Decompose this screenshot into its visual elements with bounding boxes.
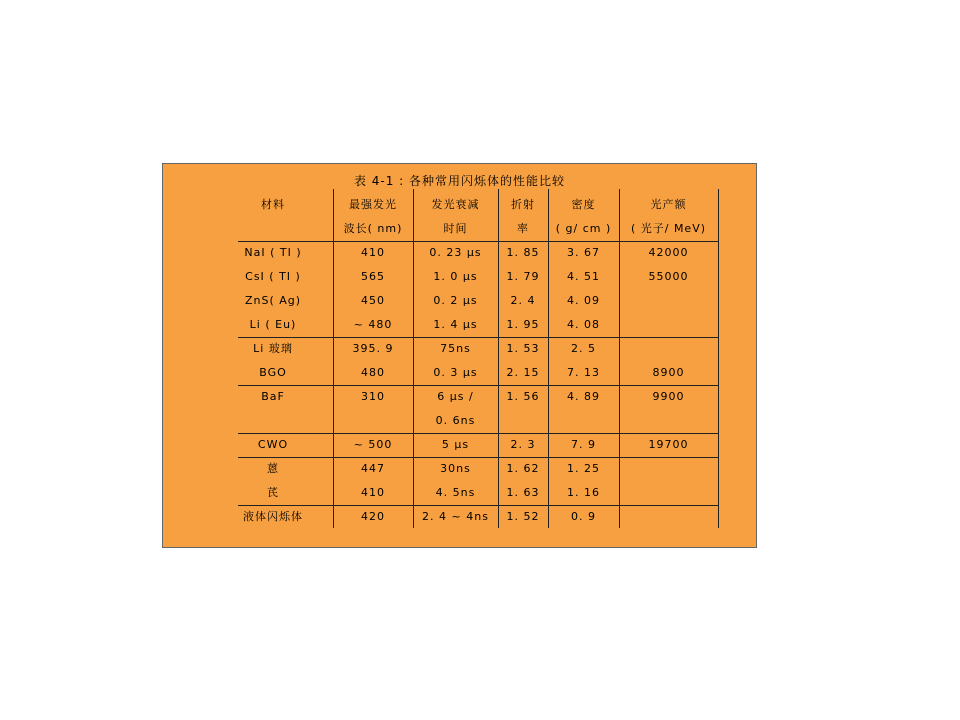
column-divider bbox=[619, 189, 620, 528]
table-cell: ~ 500 bbox=[353, 438, 393, 451]
table-cell: 4. 51 bbox=[567, 270, 600, 283]
table-cell bbox=[619, 506, 718, 528]
table-cell: 1. 4 μs bbox=[433, 318, 478, 331]
table-cell: 0. 9 bbox=[571, 510, 596, 523]
table-cell: 3. 67 bbox=[567, 246, 600, 259]
table-cell: 1. 25 bbox=[567, 462, 600, 475]
table-cell: 55000 bbox=[648, 270, 689, 283]
table-cell: 565 bbox=[361, 270, 385, 283]
table-cell: ZnS( Ag) bbox=[244, 294, 302, 307]
table-cell: 1. 63 bbox=[506, 486, 540, 499]
header-cell bbox=[213, 218, 333, 240]
table-cell: 447 bbox=[361, 462, 385, 475]
header-cell: 最强发光 bbox=[349, 198, 397, 211]
row-divider bbox=[238, 457, 718, 458]
table-cell: 420 bbox=[361, 510, 385, 523]
table-cell: 310 bbox=[361, 390, 385, 403]
table-cell: 395. 9 bbox=[352, 342, 394, 355]
table-cell bbox=[333, 410, 413, 432]
table-cell: 1. 56 bbox=[506, 390, 540, 403]
table-cell bbox=[619, 314, 718, 336]
table-title: 表 4-1 : 各种常用闪烁体的性能比较 bbox=[353, 174, 566, 188]
header-cell: ( g/ cm ) bbox=[555, 222, 612, 235]
table-cell: 75ns bbox=[440, 342, 471, 355]
table-cell: 芪 bbox=[267, 486, 279, 499]
column-divider bbox=[413, 189, 414, 528]
table-cell bbox=[619, 290, 718, 312]
table-cell bbox=[619, 338, 718, 360]
table-cell: 1. 62 bbox=[506, 462, 540, 475]
header-cell: 时间 bbox=[443, 222, 468, 235]
table-panel bbox=[162, 163, 757, 548]
table-cell: 2. 4 bbox=[510, 294, 536, 307]
row-divider bbox=[238, 433, 718, 434]
table-cell: 42000 bbox=[648, 246, 689, 259]
table-cell: 1. 53 bbox=[506, 342, 540, 355]
table-cell: 410 bbox=[361, 246, 385, 259]
header-cell: 折射 bbox=[511, 198, 535, 211]
row-divider bbox=[238, 385, 718, 386]
table-cell: 5 μs bbox=[441, 438, 470, 451]
table-cell: CWO bbox=[257, 438, 289, 451]
table-cell: 7. 9 bbox=[571, 438, 596, 451]
header-cell: 发光衰减 bbox=[431, 198, 480, 211]
table-cell: 2. 3 bbox=[510, 438, 536, 451]
table-cell bbox=[548, 410, 619, 432]
table-cell bbox=[498, 410, 548, 432]
row-divider bbox=[238, 241, 718, 242]
table-cell bbox=[619, 482, 718, 504]
table-cell: 4. 89 bbox=[567, 390, 600, 403]
table-cell: 6 μs / bbox=[437, 390, 474, 403]
table-cell: 19700 bbox=[648, 438, 689, 451]
table-cell: 30ns bbox=[440, 462, 471, 475]
table-cell: 0. 2 μs bbox=[433, 294, 478, 307]
header-cell: 密度 bbox=[571, 198, 596, 211]
table-cell bbox=[619, 458, 718, 480]
header-cell: 材料 bbox=[261, 198, 285, 211]
table-cell: 液体闪烁体 bbox=[243, 510, 303, 523]
column-divider bbox=[548, 189, 549, 528]
header-cell: 光产额 bbox=[650, 198, 687, 211]
table-cell: 450 bbox=[361, 294, 385, 307]
table-cell: 2. 15 bbox=[506, 366, 540, 379]
header-cell: ( 光子/ MeV) bbox=[630, 222, 707, 235]
row-divider bbox=[238, 337, 718, 338]
table-cell: 0. 6ns bbox=[435, 414, 476, 427]
table-cell: BaF bbox=[261, 390, 285, 403]
header-cell: 波长( nm) bbox=[343, 222, 403, 235]
table-cell: 2. 4 ~ 4ns bbox=[422, 510, 489, 523]
column-divider bbox=[498, 189, 499, 528]
table-cell: CsI ( TI ) bbox=[245, 270, 301, 283]
table-cell: 9900 bbox=[652, 390, 685, 403]
table-cell: NaI ( TI ) bbox=[244, 246, 302, 259]
table-cell: 1. 79 bbox=[506, 270, 540, 283]
table-cell: 0. 3 μs bbox=[433, 366, 478, 379]
table-cell: 1. 95 bbox=[506, 318, 540, 331]
table-cell: ~ 480 bbox=[353, 318, 393, 331]
table-cell: 1. 85 bbox=[506, 246, 540, 259]
table-cell: 480 bbox=[361, 366, 385, 379]
table-cell bbox=[213, 410, 333, 432]
table-cell: 4. 5ns bbox=[435, 486, 476, 499]
table-cell: 1. 16 bbox=[567, 486, 600, 499]
table-cell: Li ( Eu) bbox=[249, 318, 297, 331]
table-cell: 8900 bbox=[652, 366, 685, 379]
table-cell: Li 玻璃 bbox=[253, 342, 293, 355]
table-cell bbox=[619, 410, 718, 432]
table-cell: 蒽 bbox=[267, 462, 279, 475]
row-divider bbox=[238, 505, 718, 506]
table-cell: 4. 08 bbox=[567, 318, 600, 331]
table-cell: 4. 09 bbox=[567, 294, 600, 307]
table-cell: 410 bbox=[361, 486, 385, 499]
table-cell: 1. 52 bbox=[506, 510, 540, 523]
column-divider bbox=[333, 189, 334, 528]
column-divider bbox=[718, 189, 719, 528]
table-cell: 7. 13 bbox=[567, 366, 600, 379]
table-cell: 2. 5 bbox=[571, 342, 596, 355]
table-cell: 0. 23 μs bbox=[429, 246, 482, 259]
header-cell: 率 bbox=[517, 222, 529, 235]
table-cell: BGO bbox=[259, 366, 287, 379]
table-cell: 1. 0 μs bbox=[433, 270, 478, 283]
